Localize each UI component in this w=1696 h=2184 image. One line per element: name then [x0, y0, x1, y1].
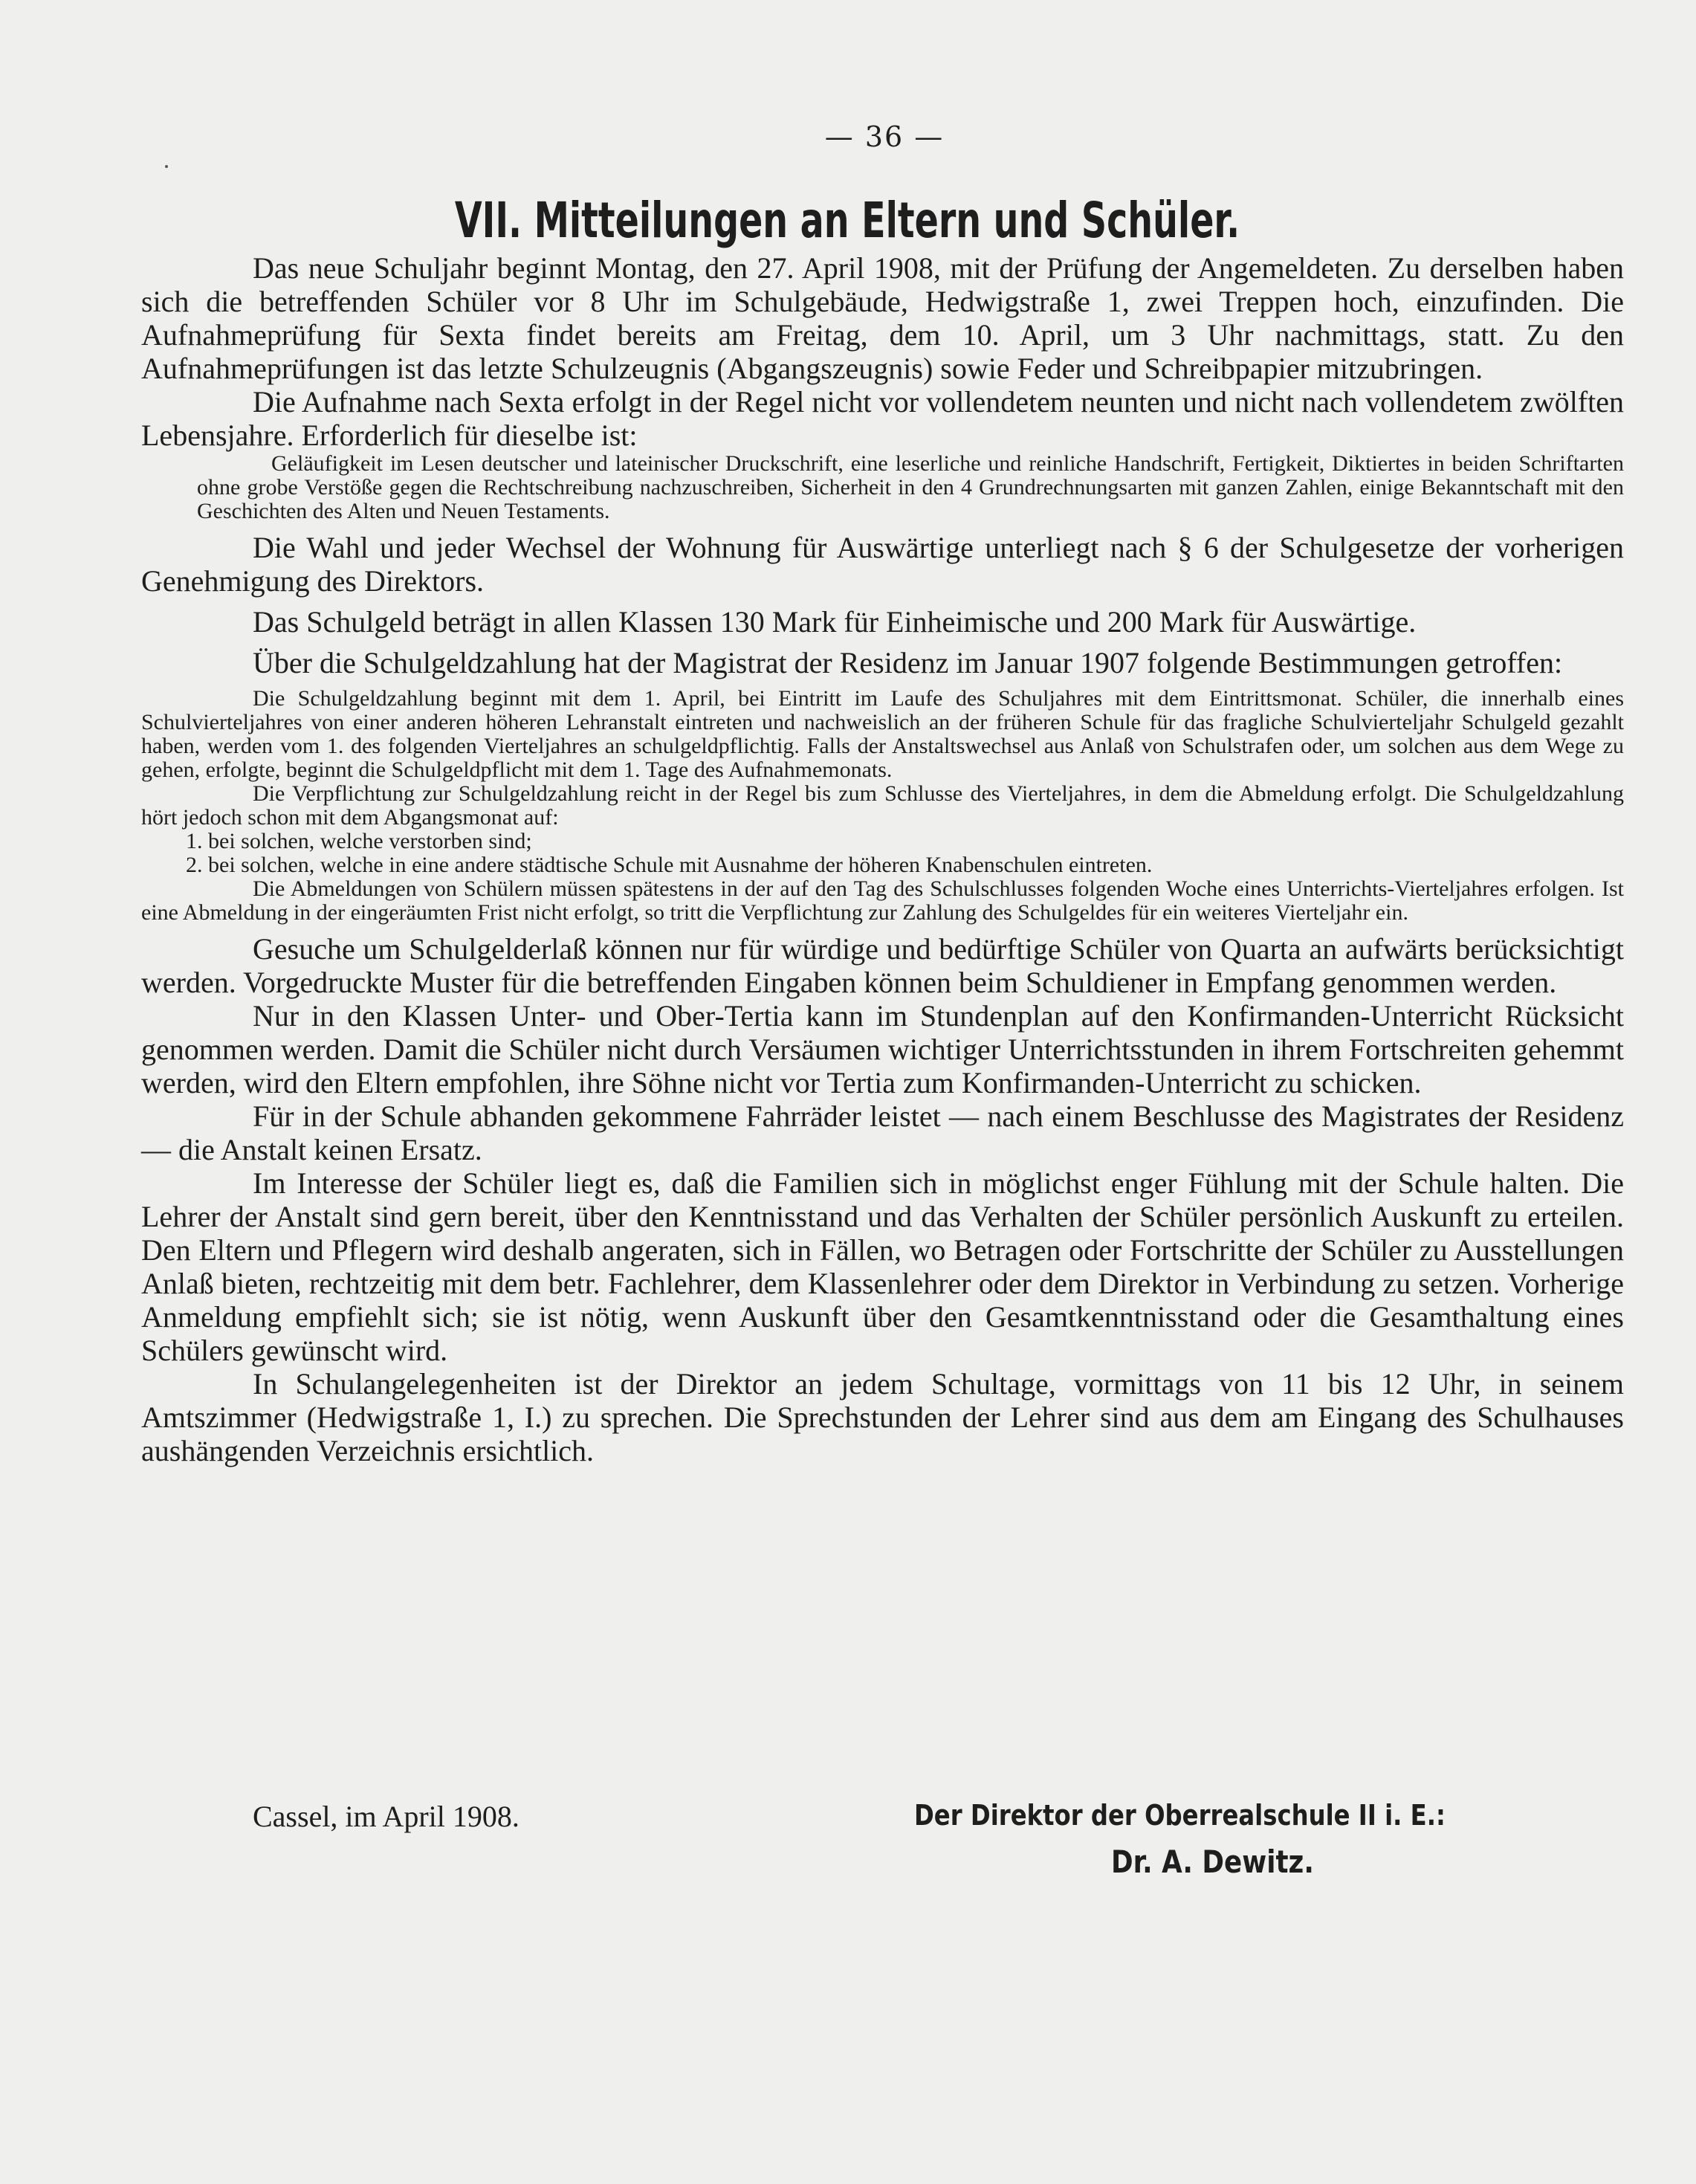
fee-regulation-item: 2. bei solchen, welche in eine andere städtische Schule mit Ausnahme der höheren Knabenschulen eintreten. — [186, 853, 1153, 877]
paragraph-family-contact: Im Interesse der Schüler liegt es, daß die Familien sich in möglichst enger Fühlung mit der Schule halten. Die Lehrer der Anstalt sind gern bereit, über den Kenntnisstand und das Verhalten der Schüler persönlich Auskunft zu erteilen. Den Eltern und Pflegern wird deshalb angeraten, sich in Fällen, wo Betragen oder Fortschritte der Schüler zu Ausstellungen Anlaß bieten, rechtzeitig mit dem betr. Fachlehrer, dem Klassenlehrer oder dem Direktor in Verbindung zu setzen. Vorherige Anmeldung empfiehlt sich; sie ist nötig, wenn Auskunft über den Gesamtkenntnisstand oder die Gesamthaltung eines Schülers gewünscht wird. — [141, 1166, 1624, 1367]
paragraph-residence: Die Wahl und jeder Wechsel der Wohnung für Auswärtige unterliegt nach § 6 der Schulgesetze der vorherigen Genehmigung des Direktors. — [141, 531, 1624, 598]
body-text — [141, 251, 1624, 1467]
fee-regulation-item: 1. bei solchen, welche verstorben sind; — [186, 829, 532, 853]
admission-requirements-text: Geläufigkeit im Lesen deutscher und lateinischer Druckschrift, eine leserliche und reinliche Handschrift, Fertigkeit, Diktiertes in beiden Schriftarten ohne grobe Verstöße gegen die Rechtschreibung nachzuschreiben, Sicherheit in den 4 Grundrechnungsarten mit ganzen Zahlen, einige Bekanntschaft mit den Geschichten des Alten und Neuen Testaments. — [197, 451, 1624, 523]
paragraph-school-fee: Das Schulgeld beträgt in allen Klassen 130 Mark für Einheimische und 200 Mark für Auswärtige. — [253, 605, 1417, 639]
signatory-name: Dr. A. Dewitz. — [1111, 1844, 1314, 1880]
place-date: Cassel, im April 1908. — [253, 1800, 520, 1833]
paragraph-office-hours: In Schulangelegenheiten ist der Direktor an jedem Schultage, vormittags von 11 bis 12 Uhr, in seinem Amtszimmer (Hedwigstraße 1, I.) zu sprechen. Die Sprechstunden der Lehrer sind aus dem am Eingang des Schulhauses aushängenden Verzeichnis ersichtlich. — [141, 1367, 1624, 1467]
paragraph-fee-waiver: Gesuche um Schulgelderlaß können nur für würdige und bedürftige Schüler von Quarta an aufwärts berücksichtigt werden. Vorgedruckte Muster für die betreffenden Eingaben können beim Schuldiener in Empfang genommen werden. — [141, 932, 1624, 999]
paragraph-confirmation-class: Nur in den Klassen Unter- und Ober-Tertia kann im Stundenplan auf den Konfirmanden-Unterricht Rücksicht genommen werden. Damit die Schüler nicht durch Versäumen wichtiger Unterrichtsstunden in ihrem Fortschreiten gehemmt werden, wird den Eltern empfohlen, ihre Söhne nicht vor Tertia zum Konfirmanden-Unterricht zu schicken. — [141, 999, 1624, 1099]
page-number: — 36 — — [824, 120, 945, 153]
paragraph-school-year: Das neue Schuljahr beginnt Montag, den 27. April 1908, mit der Prüfung der Angemeldeten. Zu derselben haben sich die betreffenden Schüler vor 8 Uhr im Schulgebäude, Hedwigstraße 1, zwei Treppen hoch, einzufinden. Die Aufnahmeprüfung für Sexta findet bereits am Freitag, dem 10. April, um 3 Uhr nachmittags, statt. Zu den Aufnahmeprüfungen ist das letzte Schulzeugnis (Abgangszeugnis) sowie Feder und Schreibpapier mitzubringen. — [141, 251, 1624, 385]
fee-regulations — [141, 687, 1624, 925]
fee-regulation-start: Die Schulgeldzahlung beginnt mit dem 1. April, bei Eintritt im Laufe des Schuljahres mit dem Eintrittsmonat. Schüler, die innerhalb eines Schulvierteljahres von einer anderen höheren Lehranstalt eintreten und nachweislich an der früheren Schule für das fragliche Schulvierteljahr Schulgeld gezahlt haben, werden vom 1. des folgenden Vierteljahres an schulgeldpflichtig. Falls der Anstaltswechsel aus Anlaß von Schulstrafen oder, um solchen aus dem Wege zu gehen, erfolgte, beginnt die Schulgeldpflicht mit dem 1. Tage des Aufnahmemonats. — [141, 686, 1624, 782]
paragraph-admission: Die Aufnahme nach Sexta erfolgt in der Regel nicht vor vollendetem neunten und nicht nach vollendetem zwölften Lebensjahre. Erforderlich für dieselbe ist: — [141, 385, 1624, 452]
paragraph-bicycles: Für in der Schule abhanden gekommene Fahrräder leistet — nach einem Beschlusse des Magistrates der Residenz — die Anstalt keinen Ersatz. — [141, 1099, 1624, 1166]
paragraph-fee-regulations: Über die Schulgeldzahlung hat der Magistrat der Residenz im Januar 1907 folgende Bestimmungen getroffen: — [253, 646, 1563, 679]
fee-regulation-end: Die Verpflichtung zur Schulgeldzahlung reicht in der Regel bis zum Schlusse des Vierteljahres, in dem die Abmeldung erfolgt. Die Schulgeldzahlung hört jedoch schon mit dem Abgangsmonat auf: — [141, 781, 1624, 830]
signatory-title: Der Direktor der Oberrealschule II i. E.: — [914, 1799, 1446, 1832]
admission-requirements — [197, 452, 1624, 523]
fee-regulation-deregistration: Die Abmeldungen von Schülern müssen spätestens in der auf den Tag des Schulschlusses folgenden Woche eines Unterrichts-Vierteljahres erfolgen. Ist eine Abmeldung in der eingeräumten Frist nicht erfolgt, so tritt die Verpflichtung zur Zahlung des Schulgeldes für ein weiteres Vierteljahr ein. — [141, 876, 1624, 925]
section-heading: VII. Mitteilungen an Eltern und Schüler. — [454, 192, 1240, 249]
print-speck — [165, 165, 168, 168]
